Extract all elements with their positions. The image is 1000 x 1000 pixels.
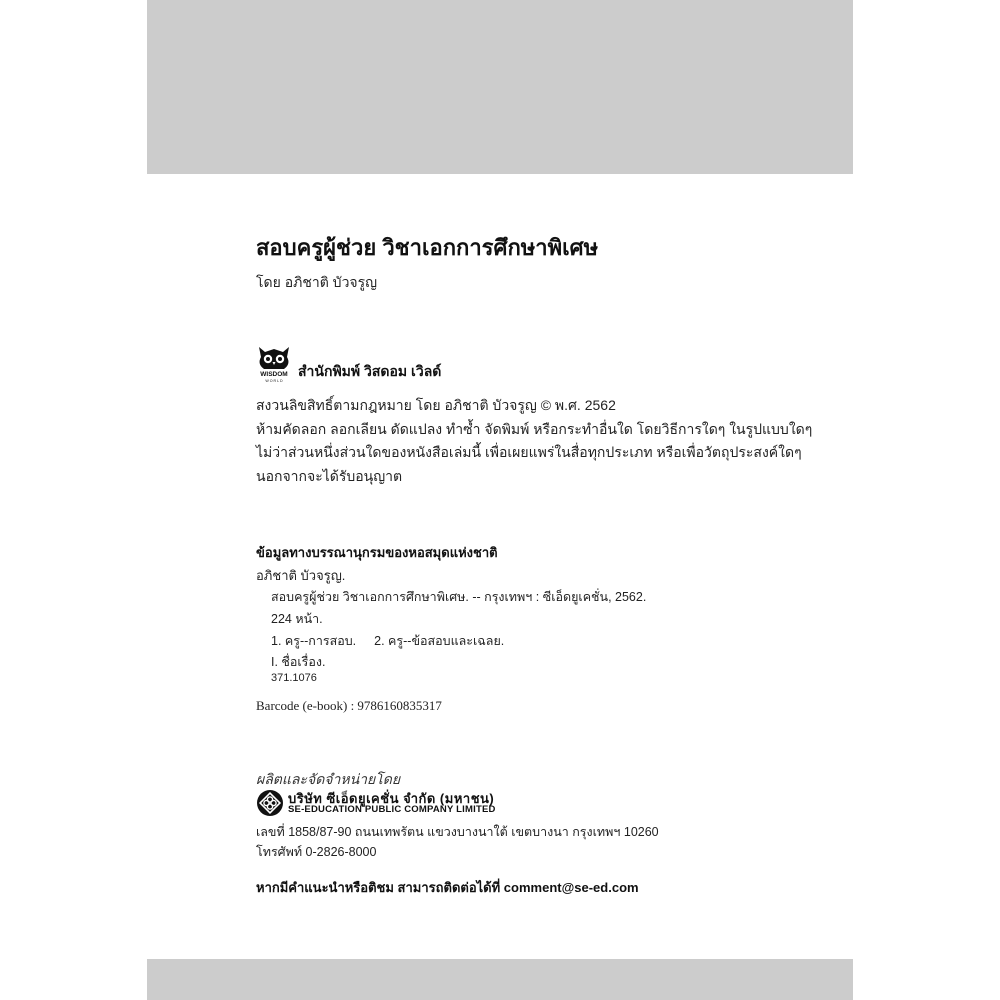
- author-line: โดย อภิชาติ บัวจรูญ: [256, 274, 378, 290]
- distributor-phone: โทรศัพท์ 0-2826-8000: [256, 845, 377, 859]
- cip-pages: 224 หน้า.: [271, 612, 323, 626]
- publisher-name: สำนักพิมพ์ วิสดอม เวิลด์: [298, 363, 442, 379]
- top-gray-band: [147, 0, 853, 174]
- cip-subject-2: 2. ครู--ข้อสอบและเฉลย.: [374, 634, 505, 648]
- cip-heading: ข้อมูลทางบรรณานุกรมของหอสมุดแห่งชาติ: [256, 546, 498, 561]
- owl-icon: [256, 343, 292, 383]
- copyright-line: ห้ามคัดลอก ลอกเลียน ดัดแปลง ทำซ้ำ จัดพิมพ์ หรือกระทำอื่นใด โดยวิธีการใดๆ ในรูปแบบใดๆ: [256, 420, 813, 437]
- svg-text:WISDOM: WISDOM: [260, 371, 288, 378]
- contact-line: หากมีคำแนะนำหรือติชม สามารถติดต่อได้ที่ comment@se-ed.com: [256, 880, 639, 895]
- cip-description: สอบครูผู้ช่วย วิชาเอกการศึกษาพิเศษ. -- กรุงเทพฯ : ซีเอ็ดยูเคชั่น, 2562.: [271, 590, 647, 604]
- distributor-name-english: SE-EDUCATION PUBLIC COMPANY LIMITED: [288, 804, 496, 815]
- cip-subject-1: 1. ครู--การสอบ.: [271, 634, 357, 648]
- se-ed-logo-icon: [256, 789, 284, 817]
- distributor-address: เลขที่ 1858/87-90 ถนนเทพรัตน แขวงบางนาใต้ เขตบางนา กรุงเทพฯ 10260: [256, 825, 659, 839]
- cip-subjects: [271, 631, 504, 651]
- cip-title-entry: I. ชื่อเรื่อง.: [271, 655, 326, 669]
- se-ed-logo: [256, 789, 284, 817]
- distributor-name-thai: บริษัท ซีเอ็ดยูเคชั่น จำกัด (มหาชน): [288, 791, 495, 806]
- barcode-isbn: Barcode (e-book) : 9786160835317: [256, 698, 442, 713]
- bottom-gray-band: [147, 959, 853, 1000]
- copyright-line: นอกจากจะได้รับอนุญาต: [256, 467, 403, 484]
- copyright-line: ไม่ว่าส่วนหนึ่งส่วนใดของหนังสือเล่มนี้ เพื่อเผยแพร่ในสื่อทุกประเภท หรือเพื่อวัตถุประสงค์ใดๆ: [256, 444, 802, 460]
- cip-author: อภิชาติ บัวจรูญ.: [256, 568, 346, 583]
- cip-classification: 371.1076: [271, 672, 317, 684]
- svg-text:W O R L D: W O R L D: [265, 379, 283, 383]
- book-title: สอบครูผู้ช่วย วิชาเอกการศึกษาพิเศษ: [256, 235, 599, 260]
- wisdom-world-logo: [256, 343, 292, 383]
- copyright-notice: [256, 394, 812, 488]
- copyright-line: สงวนลิขสิทธิ์ตามกฎหมาย โดย อภิชาติ บัวจรูญ © พ.ศ. 2562: [256, 397, 616, 413]
- distributor-label: ผลิตและจัดจำหน่ายโดย: [256, 771, 401, 787]
